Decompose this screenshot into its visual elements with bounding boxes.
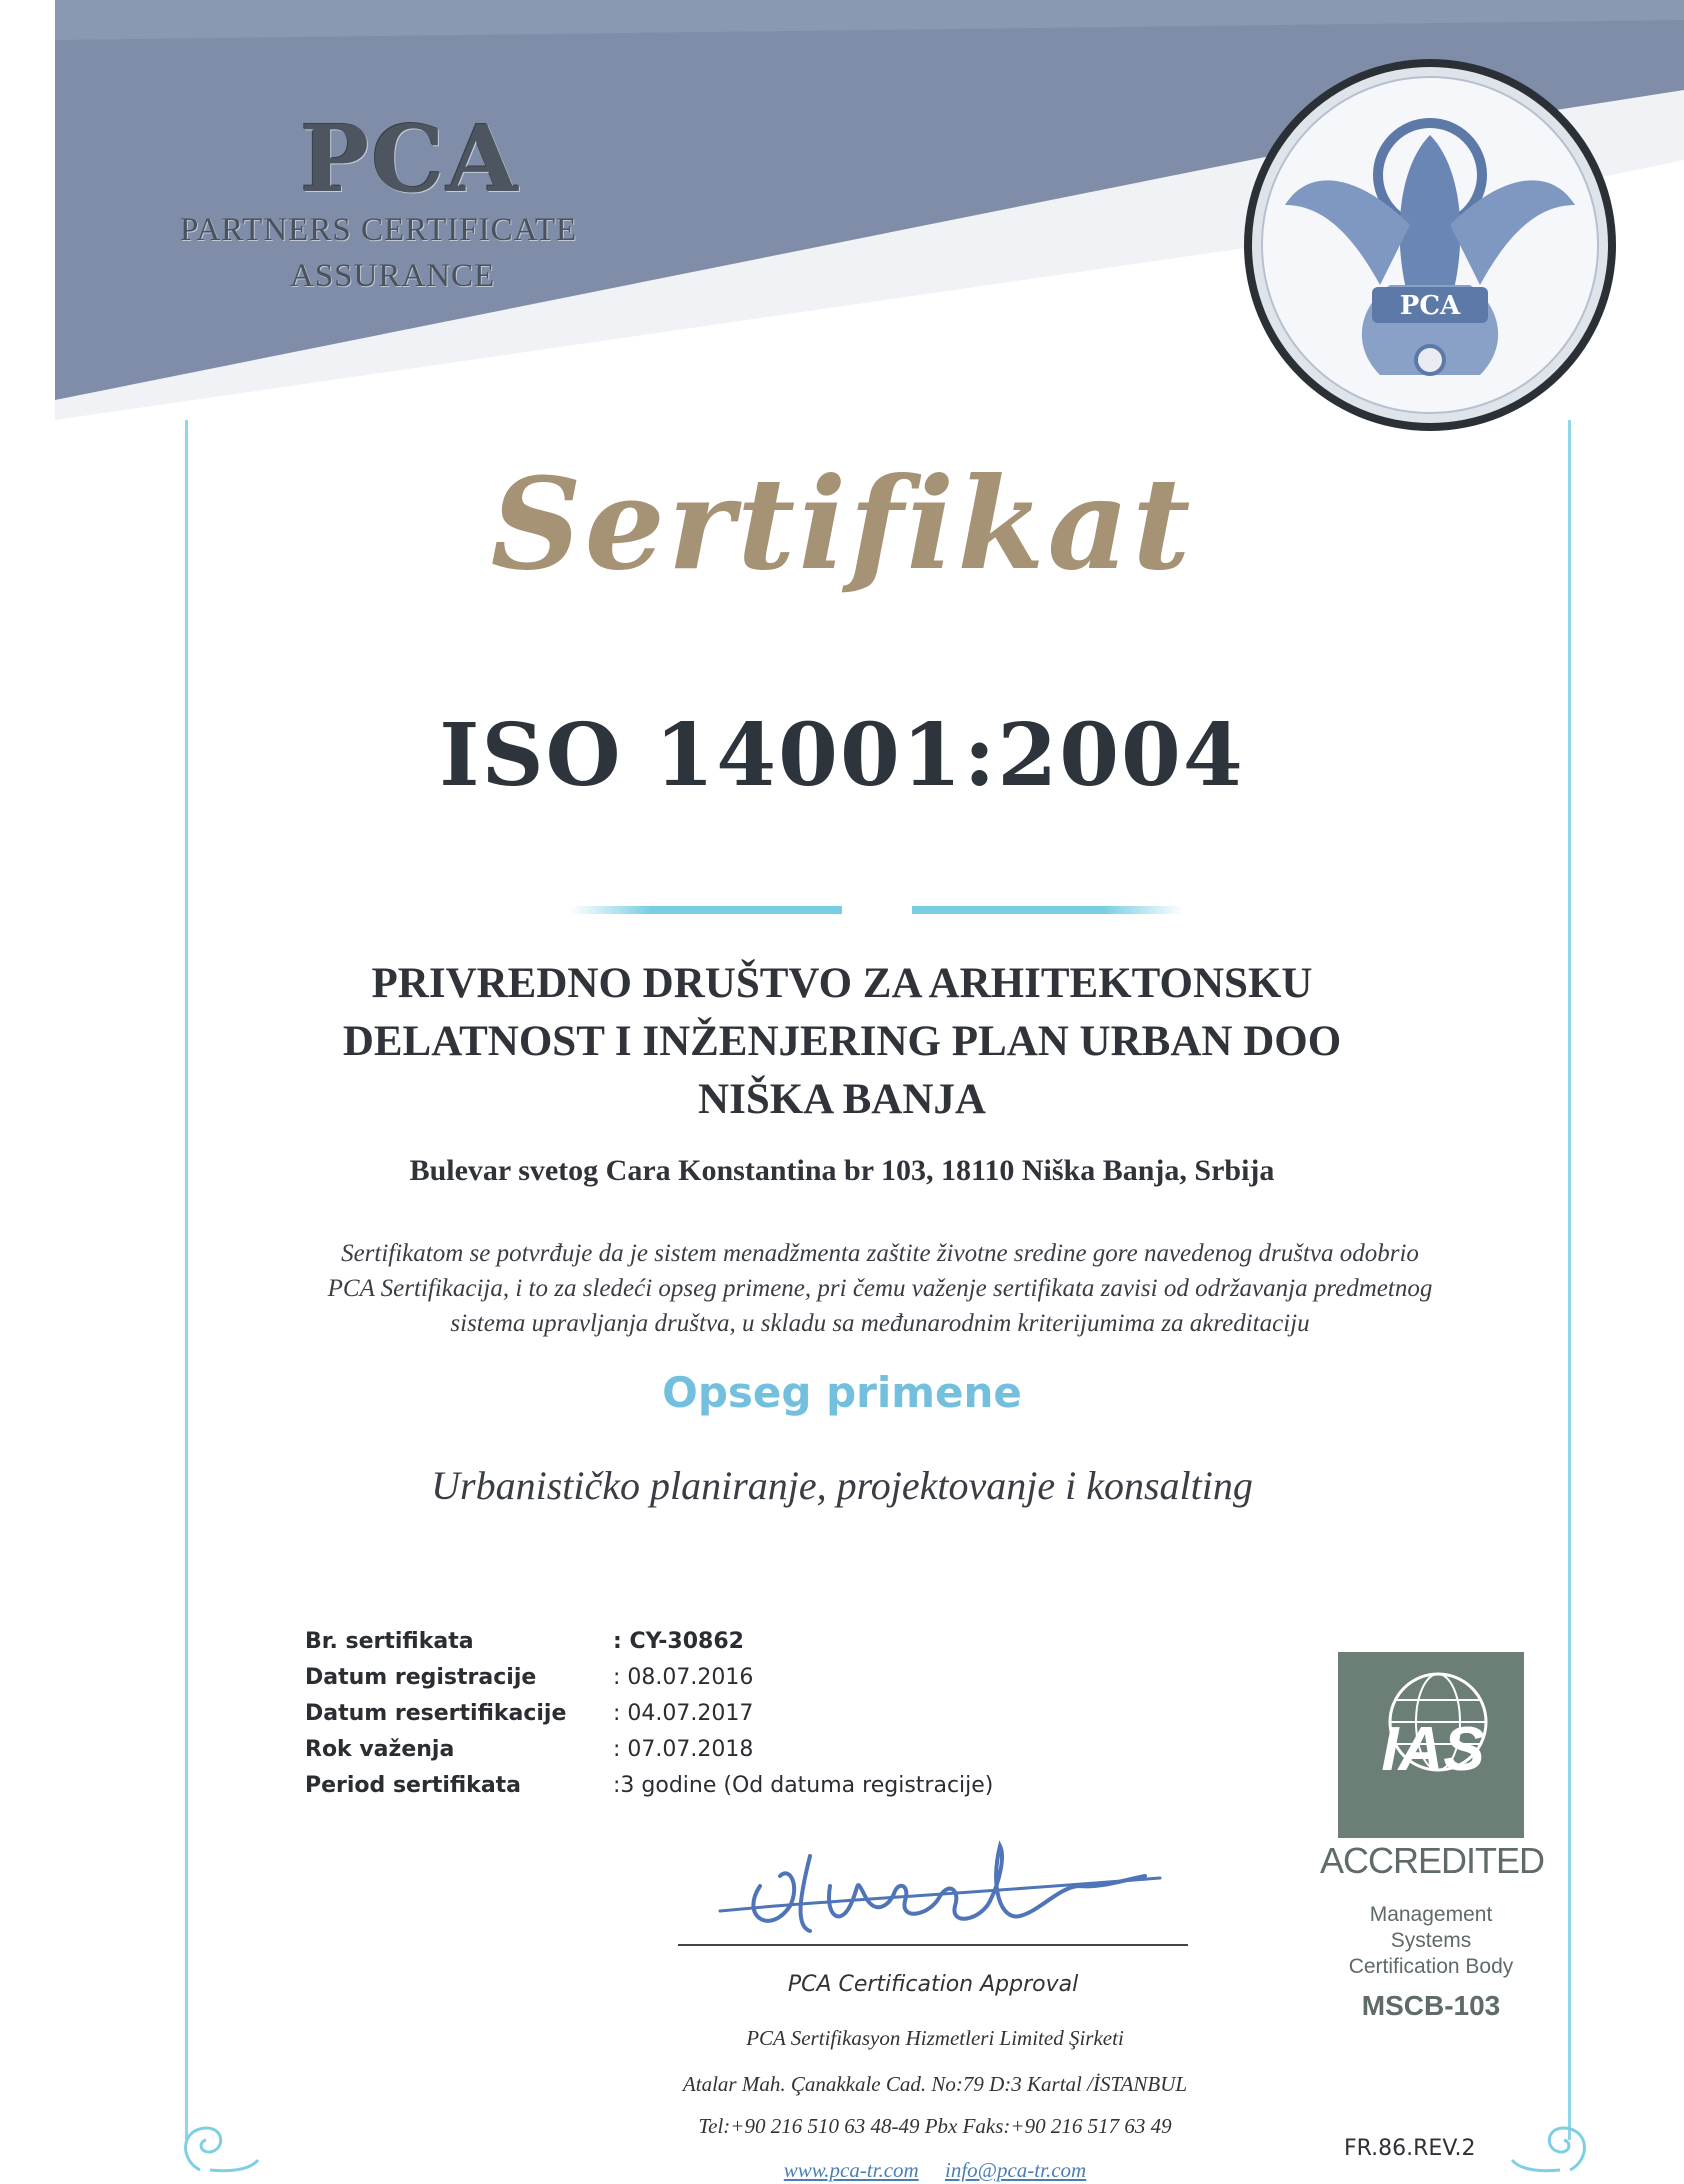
ias-logo-text: IAS: [1381, 1715, 1485, 1784]
detail-label: Period sertifikata: [305, 1773, 522, 1798]
detail-label: Datum resertifikacije: [305, 1701, 567, 1726]
ias-caption-line1: Management: [1369, 1903, 1493, 1926]
issuer-address: Atalar Mah. Çanakkale Cad. No:79 D:3 Kartal /İSTANBUL: [682, 2072, 1188, 2096]
signature: [700, 1826, 1170, 1946]
detail-value: : 04.07.2017: [613, 1701, 754, 1726]
form-code: FR.86.REV.2: [1344, 2136, 1476, 2161]
ias-logo: [1338, 1652, 1524, 1838]
statement-line1: Sertifikatom se potvrđuje da je sistem menadžmenta zaštite životne sredine gore navedenog društva odobrio: [341, 1240, 1419, 1267]
ias-caption-line2: Systems: [1390, 1929, 1472, 1952]
company-name-line3: NIŠKA BANJA: [698, 1076, 986, 1123]
issuer-name: PCA Sertifikasyon Hizmetleri Limited Şirketi: [746, 2026, 1124, 2050]
detail-label: Datum registracije: [305, 1665, 537, 1690]
detail-value: : 08.07.2016: [613, 1665, 754, 1690]
detail-value: : 07.07.2018: [613, 1737, 754, 1762]
issuer-web-line: [560, 2158, 1310, 2183]
company-address: Bulevar svetog Cara Konstantina br 103, 18110 Niška Banja, Srbija: [409, 1154, 1275, 1187]
brand-subtitle-line2: ASSURANCE: [290, 258, 496, 294]
brand-title: PCA: [300, 105, 520, 213]
issuer-phone: Tel:+90 216 510 63 48-49 Pbx Faks:+90 216 517 63 49: [698, 2114, 1172, 2138]
scope-text: Urbanističko planiranje, projektovanje i konsalting: [431, 1463, 1253, 1508]
corner-ornament-right-icon: [1510, 2100, 1600, 2184]
corner-ornament-left-icon: [170, 2100, 260, 2184]
ias-accredited: ACCREDITED: [1320, 1840, 1545, 1881]
frame-line-right: [1568, 420, 1571, 2140]
company-name-line1: PRIVREDNO DRUŠTVO ZA ARHITEKTONSKU: [371, 960, 1313, 1007]
email-link[interactable]: info@pca-tr.com: [944, 2158, 1087, 2182]
detail-label: Rok važenja: [305, 1737, 455, 1762]
ias-code: MSCB-103: [1361, 1990, 1501, 2021]
standard-heading: ISO 14001:2004: [439, 705, 1245, 806]
divider-left: [570, 906, 842, 914]
approval-caption: PCA Certification Approval: [787, 1972, 1079, 1997]
detail-value: : CY-30862: [613, 1629, 744, 1654]
seal-text: PCA: [1399, 291, 1461, 321]
detail-value: :3 godine (Od datuma registracije): [613, 1773, 994, 1798]
frame-line-left: [185, 420, 188, 2140]
brand-subtitle-line1: PARTNERS CERTIFICATE: [180, 212, 578, 248]
certificate-title: Sertifikat: [490, 450, 1194, 598]
ias-caption: [1320, 1902, 1542, 1980]
globe-icon: [1338, 1652, 1524, 1838]
company-name-block: [0, 955, 1684, 1129]
certification-statement: [250, 1236, 1510, 1341]
pca-seal-logo: [1240, 55, 1620, 435]
divider-right: [912, 906, 1184, 914]
ias-caption-line3: Certification Body: [1348, 1955, 1514, 1978]
signature-line: [678, 1944, 1188, 1946]
statement-line3: sistema upravljanja društva, u skladu sa međunarodnim kriterijumima za akreditaciju: [450, 1310, 1310, 1337]
statement-line2: PCA Sertifikacija, i to za sledeći opseg primene, pri čemu važenje sertifikata zavisi od održavanja predmetnog: [327, 1275, 1433, 1302]
company-name-line2: DELATNOST I INŽENJERING PLAN URBAN DOO: [342, 1018, 1342, 1065]
detail-label: Br. sertifikata: [305, 1629, 474, 1654]
website-link[interactable]: www.pca-tr.com: [783, 2158, 919, 2182]
scope-heading: Opseg primene: [662, 1368, 1022, 1417]
